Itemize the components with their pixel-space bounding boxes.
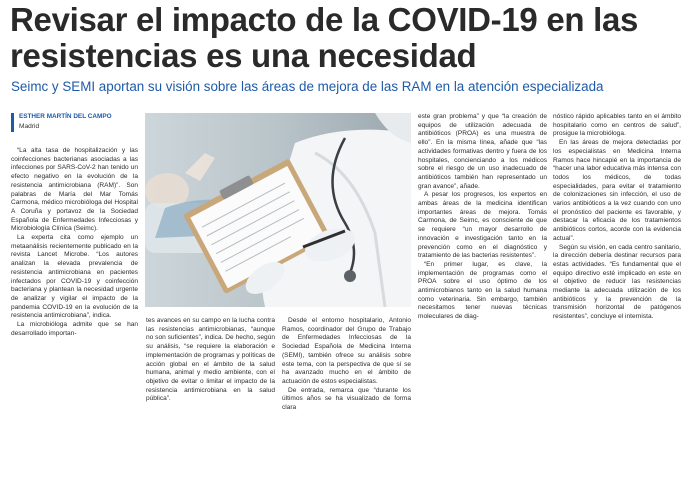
paragraph: A pesar los progresos, los expertos en ambas áreas de la medicina identifican importantes áreas de mejora. Tomás Carmona, de Seimc, es consciente de que se requiere “un mayor desarrollo de innovación e investigación tanto en la prevención como en el diagnóstico y tratamiento de las bacterias resistentes”. bbox=[418, 191, 547, 260]
paragraph: De entrada, remarca que “durante los últimos años se ha visualizado de forma clara bbox=[282, 386, 411, 412]
article-column-3 bbox=[282, 317, 411, 413]
paragraph: La experta cita como ejemplo un metaanálisis recientemente publicado en la revista Lancet Microbe. “Los autores analizan la elevada prevalencia de resistencia antimicrobiana en pacientes infectados por COVID-19 y coinfección bacteriana y plantean la necesidad urgente de analizar y vigilar el impacto de la pandemia COVID-19 en la evolución de la resistencia antimicrobiana”, indica. bbox=[11, 234, 138, 320]
paragraph: “En primer lugar, es clave, la implementación de programas como el PROA sobre el uso óptimo de los antimicrobianos tanto en la salud humana como veterinaria. Sin embargo, también necesitamos tener nuevas técnicas moleculares de diag- bbox=[418, 260, 547, 321]
article-column-2 bbox=[146, 317, 275, 404]
byline-place: Madrid bbox=[19, 123, 40, 130]
paragraph: En las áreas de mejora detectadas por los especialistas en Medicina Interna Ramos hace hincapié en la importancia de “hacer una labor educativa más intensa con todos los médicos, de todas especialidades, para evitar el tratamiento de colonizaciones sin infección, el uso de varios antibióticos a la vez cuando con uno el pronóstico del paciente es favorable, y destacar la eficacia de los tratamientos antibióticos cortos, acorde con la evidencia actual”. bbox=[553, 139, 681, 242]
byline-author: ESTHER MARTÍN DEL CAMPO bbox=[19, 113, 112, 120]
article-column-1 bbox=[11, 147, 138, 338]
paragraph: tes avances en su campo en la lucha contra las resistencias antimicrobianas, “aunque no son suficientes”, indica. De hecho, según su análisis, “se requiere la elaboración e implementación de programas y políticas de acción global en el ámbito de la salud humana, animal y medio ambiente, con el objetivo de evitar o limitar el impacto de la resistencia antimicrobiana en la salud pública”. bbox=[146, 317, 275, 403]
paragraph: este gran problema” y que “la creación de equipos de utilización adecuada de antibióticos (PROA) es una muestra de ello”. En la misma línea, añade que “las actividades formativas dentro y fuera de los hospitales, concienciando a los médicos sobre el riesgo de un uso inadecuado de antibióticos también han representado un gran avance”, añade. bbox=[418, 113, 547, 190]
article-column-4 bbox=[418, 113, 547, 322]
paragraph: nóstico rápido aplicables tanto en el ámbito hospitalario como en centros de salud”, prosigue la microbióloga. bbox=[553, 113, 681, 138]
doctor-writing-photo bbox=[145, 113, 411, 307]
paragraph: “La alta tasa de hospitalización y las coinfecciones bacterianas asociadas a las infecciones por SARS-CoV-2 han tenido un efecto negativo en la evolución de la resistencia antimicrobiana (RAM)”. Son palabras de María del Mar Tomás Carmona, médico microbióloga del Hospital A Coruña y portavoz de la Sociedad Española de Enfermedades Infecciosas y Microbiología Clínica (Seimc). bbox=[11, 147, 138, 233]
subtitle: Seimc y SEMI aportan su visión sobre las áreas de mejora de las RAM en la atención especializada bbox=[11, 79, 604, 94]
paragraph: Desde el entorno hospitalario, Antonio Ramos, coordinador del Grupo de Trabajo de Enfermedades Infecciosas de la Sociedad Española de Medicina Interna (SEMI), también ofrece su análisis sobre este tema, con la perspectiva de que sí se ha avanzado mucho en el ámbito de actuación de estos especialistas. bbox=[282, 317, 411, 385]
article-photo bbox=[145, 113, 411, 307]
paragraph: La microbióloga admite que se han desarrollado importan- bbox=[11, 321, 138, 337]
byline-accent-bar bbox=[11, 113, 14, 132]
paragraph: Según su visión, en cada centro sanitario, la dirección debería destinar recursos para estas actividades. “Es fundamental que el equipo directivo esté implicado en este en el objetivo de reducir las resistencias mediante la adecuada utilización de los antibióticos y la prevención de la transmisión horizontal de patógenos resistentes”, concluye el internista. bbox=[553, 243, 681, 321]
headline: Revisar el impacto de la COVID-19 en las resistencias es una necesidad bbox=[10, 1, 639, 74]
article-column-5 bbox=[553, 113, 681, 322]
